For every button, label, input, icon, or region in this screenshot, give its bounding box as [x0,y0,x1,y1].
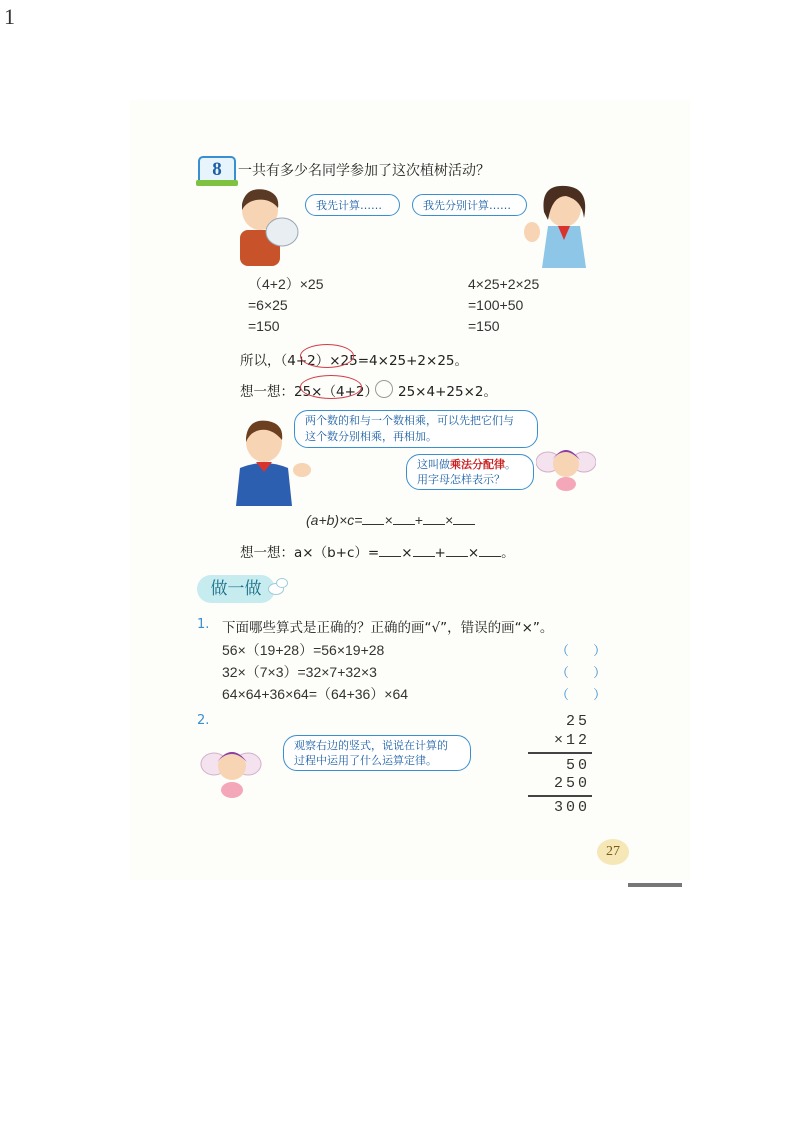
girl-student-illustration [520,184,600,270]
calc-left [248,274,324,337]
answer-parentheses[interactable]: （ ） [556,688,617,703]
q1-item: 56×（19+28）=56×19+28 [222,642,385,658]
cloud-decoration [276,578,288,588]
speech-bubble-boy [305,194,400,216]
bubble-text: 我先分别计算…… [423,199,511,212]
bubble-line: 这个数分别相乘，再相加。 [305,430,437,443]
practice-section-title: 做一做 [197,575,275,603]
q1-item: 64×64+36×64=（64+36）×64 [222,686,409,702]
angel-mascot-illustration [536,436,596,492]
answer-parentheses[interactable]: （ ） [556,644,617,659]
calc-right [468,274,539,337]
fill-blank[interactable] [453,512,475,525]
bubble-line: 过程中运用了什么运算定律。 [294,754,437,767]
calc-line: =150 [248,318,280,334]
fill-blank[interactable] [479,544,501,557]
calc-line: =150 [468,318,500,334]
vertical-line [528,795,592,797]
formula-blanks: (a+b)×c= × + × [306,512,475,528]
page-number-badge: 27 [597,839,629,865]
vertical-line [528,752,592,754]
question-1-text: 下面哪些算式是正确的？正确的画“√”，错误的画“×”。 [222,620,554,636]
example-number-badge [198,156,236,186]
bubble-text: 我先计算…… [316,199,382,212]
question-1-number: 1. [197,617,210,632]
q1-item: 32×（7×3）=32×7+32×3 [222,664,377,680]
fill-blank[interactable] [362,512,384,525]
bubble-line: 两个数的和与一个数相乘，可以先把它们与 [305,414,514,427]
fill-blank[interactable] [446,544,468,557]
bubble-line: 用字母怎样表示？ [417,473,505,486]
highlight-oval [300,344,354,368]
think-line-2: 想一想：a×（b+c）= × + × 。 [240,545,515,561]
fill-blank[interactable] [379,544,401,557]
scroll-indicator-bar [628,883,682,887]
boy-student-illustration [232,186,302,268]
vertical-row: ×12 [553,732,590,749]
calc-line: 4×25+2×25 [468,276,540,292]
bubble-line: 这叫做乘法分配律。 [417,458,516,471]
calc-line: （4+2）×25 [248,276,324,292]
angel-mascot-illustration [200,738,262,800]
answer-parentheses[interactable]: （ ） [556,666,617,681]
calc-line: =6×25 [248,297,288,313]
think-line-1: 想一想：25×（4+2） [240,384,378,400]
speech-bubble-angel [406,454,534,490]
conclusion-line: 所以，（4+2）×25=4×25+2×25。 [240,353,469,369]
law-name: 乘法分配律 [450,458,505,471]
vertical-row: 250 [553,775,590,792]
fill-blank[interactable] [423,512,445,525]
bubble-line: 观察右边的竖式，说说在计算的 [294,739,448,752]
vertical-row: 50 [565,757,590,774]
vertical-row: 300 [553,799,590,816]
highlight-oval [300,375,362,399]
speech-bubble-girl [412,194,527,216]
corner-page-number: 1 [4,4,15,29]
example-question: 一共有多少名同学参加了这次植树活动？ [238,163,490,179]
think-line-1-rhs: 25×4+25×2。 [398,384,497,400]
calc-line: =100+50 [468,297,524,313]
fill-blank[interactable] [413,544,435,557]
question-2-number: 2. [197,713,210,728]
fill-blank[interactable] [393,512,415,525]
speech-bubble-rule [294,410,538,448]
example-number: 8 [212,159,222,180]
compare-circle-blank [375,380,393,398]
vertical-row: 25 [565,713,590,730]
speech-bubble-q2 [283,735,471,771]
